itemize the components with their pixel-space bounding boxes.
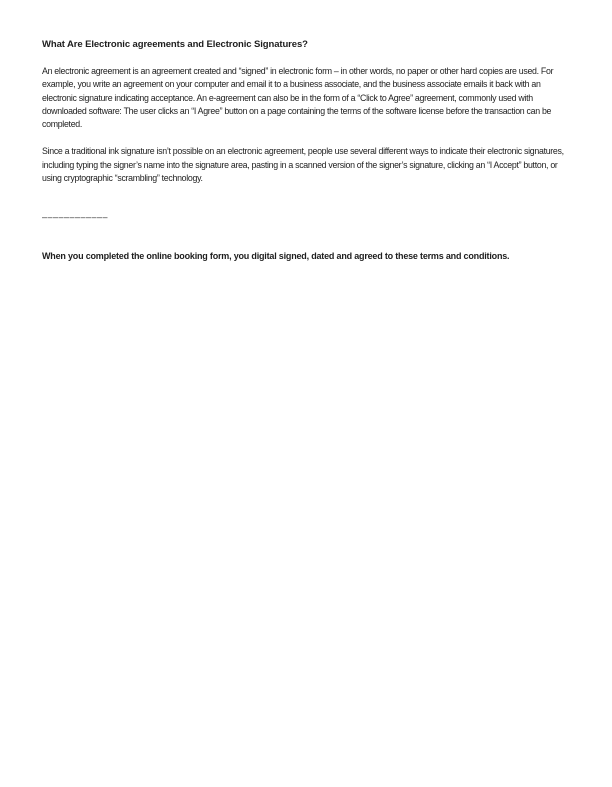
closing-statement: When you completed the online booking form, you digital signed, dated and agreed to these terms and conditions. [42, 251, 510, 262]
paragraph-signature-methods: Since a traditional ink signature isn’t possible on an electronic agreement, people use several different ways to indicate their electronic signatures, including typing the signer’s name into the signature area, pasting in a scanned version of the signer’s signature, clicking an “I Accept” button, or using cryptographic “scrambling” technology. [42, 146, 564, 184]
paragraph-electronic-agreement-definition: An electronic agreement is an agreement created and “signed” in electronic form – in other words, no paper or other hard copies are used. For example, you write an agreement on your computer and email it to a business associate, and the business associate emails it back with an electronic signature indicating acceptance. An e-agreement can also be in the form of a “Click to Agree” agreement, commonly used with downloaded software: The user clicks an “I Agree” button on a page containing the terms of the software license before the transaction can be completed. [42, 66, 554, 130]
document-heading: What Are Electronic agreements and Electronic Signatures? [42, 39, 308, 50]
signature-line: –––––––––––– [42, 212, 109, 223]
